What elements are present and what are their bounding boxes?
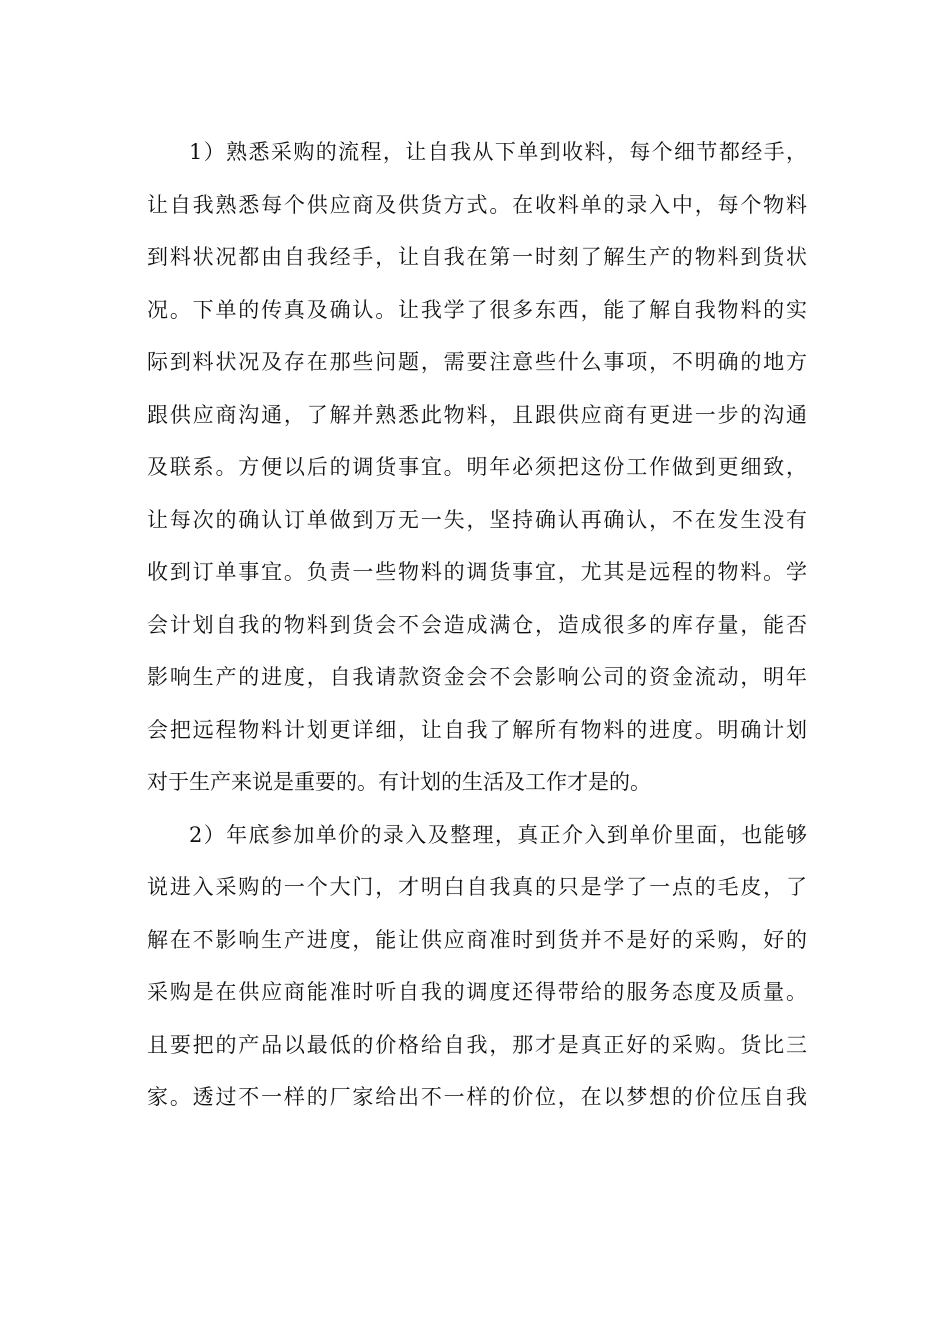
paragraph-2-line-4: 采购是在供应商能准时听自我的调度还得带给的服务态度及质量。 (147, 980, 807, 1004)
paragraph-1-line-11: 影响生产的进度，自我请款资金会不会影响公司的资金流动，明年 (147, 665, 807, 689)
paragraph-1-line-6: 跟供应商沟通，了解并熟悉此物料，且跟供应商有更进一步的沟通 (147, 402, 807, 427)
paragraph-1-line-2: 让自我熟悉每个供应商及供货方式。在收料单的录入中，每个物料 (147, 192, 807, 217)
paragraph-1-line-1: 1）熟悉采购的流程，让自我从下单到收料，每个细节都经手， (189, 140, 807, 164)
paragraph-1-line-8: 让每次的确认订单做到万无一失，坚持确认再确认，不在发生没有 (147, 507, 807, 532)
paragraph-1-line-3: 到料状况都由自我经手，让自我在第一时刻了解生产的物料到货状 (147, 245, 807, 269)
document-body (147, 126, 807, 1124)
paragraph-2-line-2: 说进入采购的一个大门，才明白自我真的只是学了一点的毛皮，了 (147, 875, 807, 899)
paragraph-2-line-5: 且要把的产品以最低的价格给自我，那才是真正好的采购。货比三 (147, 1032, 807, 1057)
paragraph-2-line-1: 2）年底参加单价的录入及整理，真正介入到单价里面，也能够 (189, 822, 807, 847)
paragraph-1-line-13: 对于生产来说是重要的。有计划的生活及工作才是的。 (147, 770, 651, 794)
paragraph-1-line-7: 及联系。方便以后的调货事宜。明年必须把这份工作做到更细致， (147, 455, 807, 479)
paragraph-2-line-6: 家。透过不一样的厂家给出不一样的价位，在以梦想的价位压自我 (147, 1085, 807, 1109)
paragraph-1-line-5: 际到料状况及存在那些问题，需要注意些什么事项，不明确的地方 (147, 350, 807, 374)
paragraph-1-line-12: 会把远程物料计划更详细，让自我了解所有物料的进度。明确计划 (147, 717, 807, 742)
paragraph-1-line-9: 收到订单事宜。负责一些物料的调货事宜，尤其是远程的物料。学 (147, 560, 807, 584)
paragraph-2-line-3: 解在不影响生产进度，能让供应商准时到货并不是好的采购，好的 (147, 927, 807, 952)
paragraph-1-line-10: 会计划自我的物料到货会不会造成满仓，造成很多的库存量，能否 (147, 612, 807, 637)
paragraph-1-line-4: 况。下单的传真及确认。让我学了很多东西，能了解自我物料的实 (147, 297, 807, 322)
